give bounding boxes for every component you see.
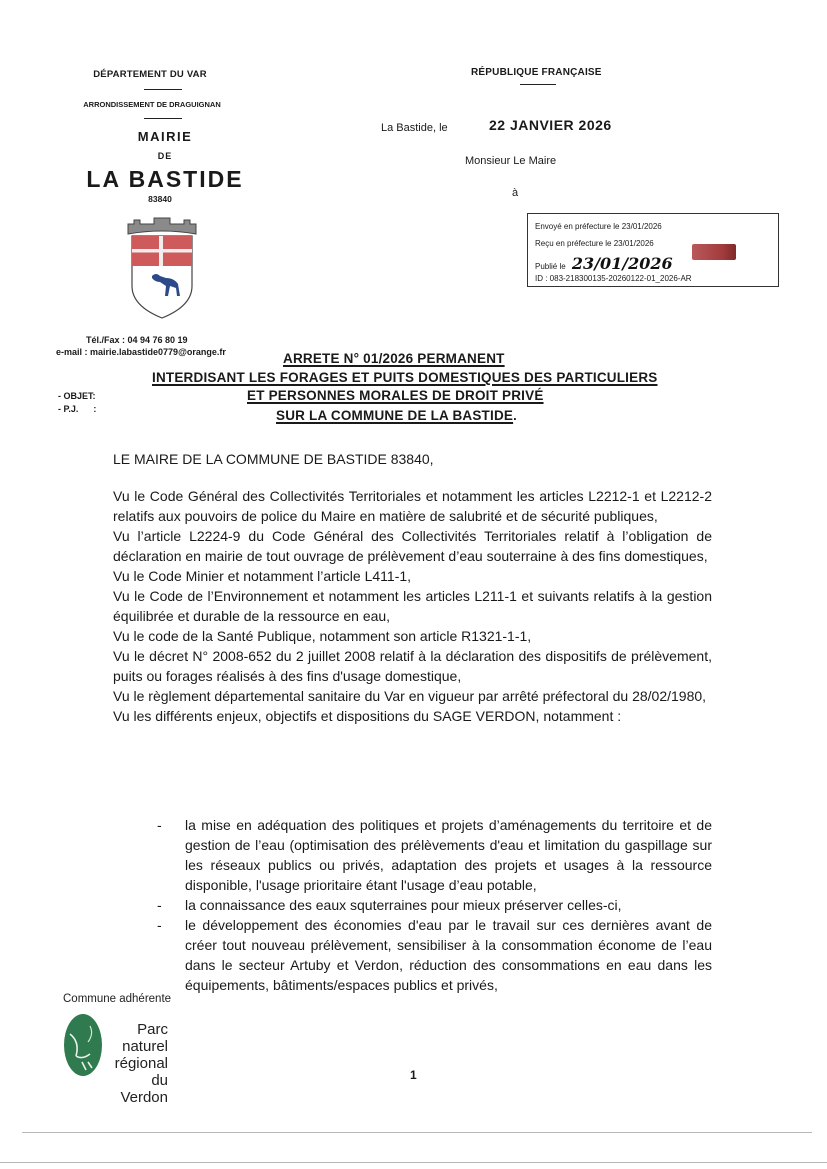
- parc-name-line-1: Parc: [137, 1021, 168, 1038]
- postal-code: 83840: [148, 194, 172, 204]
- published-row: [535, 254, 673, 273]
- de-label: DE: [157, 151, 173, 161]
- document-date: 22 JANVIER 2026: [489, 117, 612, 133]
- arrondissement-label: ARRONDISSEMENT DE DRAGUIGNAN: [83, 100, 221, 109]
- published-handwritten-date: 23/01/2026: [571, 254, 673, 273]
- visa-8: Vu les différents enjeux, objectifs et dispositions du SAGE VERDON, notamment :: [113, 708, 622, 724]
- bullet-dash: -: [157, 897, 162, 913]
- parc-name: [100, 1021, 168, 1106]
- title-line-2: INTERDISANT LES FORAGES ET PUITS DOMESTIQUES DES PARTICULIERS: [152, 370, 658, 385]
- parc-name-line-2: naturel: [122, 1038, 168, 1055]
- bullet-dash: -: [157, 917, 162, 933]
- page-number: 1: [410, 1068, 417, 1082]
- visa-7: Vu le règlement départemental sanitaire du Var en vigueur par arrêté préfectoral du 28/02/1980,: [113, 688, 707, 704]
- parc-name-line-4: du Verdon: [120, 1072, 168, 1106]
- title-line-3: ET PERSONNES MORALES DE DROIT PRIVÉ: [247, 388, 544, 403]
- phone-fax: Tél./Fax : 04 94 76 80 19: [86, 335, 188, 345]
- bullet-item: [157, 895, 712, 915]
- visa-5: Vu le code de la Santé Publique, notamment son article R1321-1-1,: [113, 628, 532, 644]
- bullets-block: [157, 815, 712, 995]
- place-label: La Bastide, le: [381, 122, 448, 134]
- email-link[interactable]: e-mail : mairie.labastide0779@orange.fr: [56, 347, 226, 357]
- visa-1: Vu le Code Général des Collectivités Territoriales et notamment les articles L2212-1 et L2212-2 relatifs aux pouvoirs de police du Maire en matière de salubrité et de sécurité publiques,: [113, 488, 712, 524]
- to-label: à: [512, 187, 519, 199]
- received-date: Reçu en préfecture le 23/01/2026: [535, 239, 654, 248]
- visa-4: Vu le Code de l’Environnement et notamment les articles L211-1 et suivants relatifs à la gestion équilibrée et durable de la ressource en eau,: [113, 588, 712, 624]
- divider: [144, 89, 182, 90]
- bullet-text: la mise en adéquation des politiques et projets d’aménagements du territoire et de gestion de l’eau (optimisation des prélèvements d'eau et limitation du gaspillage sur les réseaux publics ou privés, adaptation des projets et usages à la ressource disponible, l'usage prioritaire étant l'usage d’eau potable,: [185, 817, 712, 893]
- title-line-4-wrap: [276, 407, 517, 425]
- bullet-text: la connaissance des eaux squterraines pour mieux préserver celles-ci,: [185, 897, 622, 913]
- parc-verdon-logo-icon: [62, 1012, 104, 1078]
- visa-2: Vu l’article L2224-9 du Code Général des Collectivités Territoriales relatif à l’obligation de déclaration en mairie de tout ouvrage de prélèvement d’eau souterraine à des fins domestiques,: [113, 528, 712, 564]
- republique-francaise: RÉPUBLIQUE FRANÇAISE: [471, 67, 602, 78]
- divider: [144, 118, 182, 119]
- parc-name-line-3: régional: [114, 1055, 168, 1072]
- bullet-dash: -: [157, 817, 162, 833]
- divider: [520, 84, 556, 85]
- bullet-item: [157, 915, 712, 995]
- mairie-label: MAIRIE: [137, 129, 193, 144]
- seal-icon: [692, 244, 736, 260]
- coat-of-arms-icon: [122, 212, 202, 322]
- title-line-4: SUR LA COMMUNE DE LA BASTIDE: [276, 408, 514, 423]
- published-label: Publié le: [535, 262, 566, 271]
- title-line-1: ARRETE N° 01/2026 PERMANENT: [283, 351, 505, 366]
- visa-3: Vu le Code Minier et notamment l’article L411-1,: [113, 568, 412, 584]
- pj-label: - P.J. :: [58, 404, 97, 414]
- commune-name: LA BASTIDE: [86, 166, 244, 192]
- sent-date: Envoyé en préfecture le 23/01/2026: [535, 222, 662, 231]
- visas-block: [113, 486, 712, 726]
- visa-6: Vu le décret N° 2008-652 du 2 juillet 2008 relatif à la déclaration des dispositifs de prélèvement, puits ou forages réalisés à des fins d'usage domestique,: [113, 648, 712, 684]
- department-label: DÉPARTEMENT DU VAR: [93, 69, 207, 80]
- footer-rule: [22, 1132, 812, 1133]
- footer-rule-bottom: [0, 1162, 827, 1163]
- sender-label: Monsieur Le Maire: [465, 155, 557, 167]
- act-id: ID : 083-218300135-20260122-01_2026-AR: [535, 274, 692, 283]
- bullet-item: [157, 815, 712, 895]
- prefecture-stamp: [527, 213, 779, 287]
- title-period: .: [513, 408, 517, 423]
- intro-line: LE MAIRE DE LA COMMUNE DE BASTIDE 83840,: [113, 451, 434, 467]
- bullet-text: le développement des économies d'eau par le travail sur ces dernières avant de créer tout nouveau prélèvement, sensibiliser à la consommation économe de l’eau dans le secteur Artuby et Verdon, réduction des consommations en eau dans les équipements, bâtiments/espaces publics et privés,: [185, 917, 712, 993]
- parc-caption: Commune adhérente: [63, 993, 172, 1005]
- objet-label: - OBJET:: [58, 391, 96, 401]
